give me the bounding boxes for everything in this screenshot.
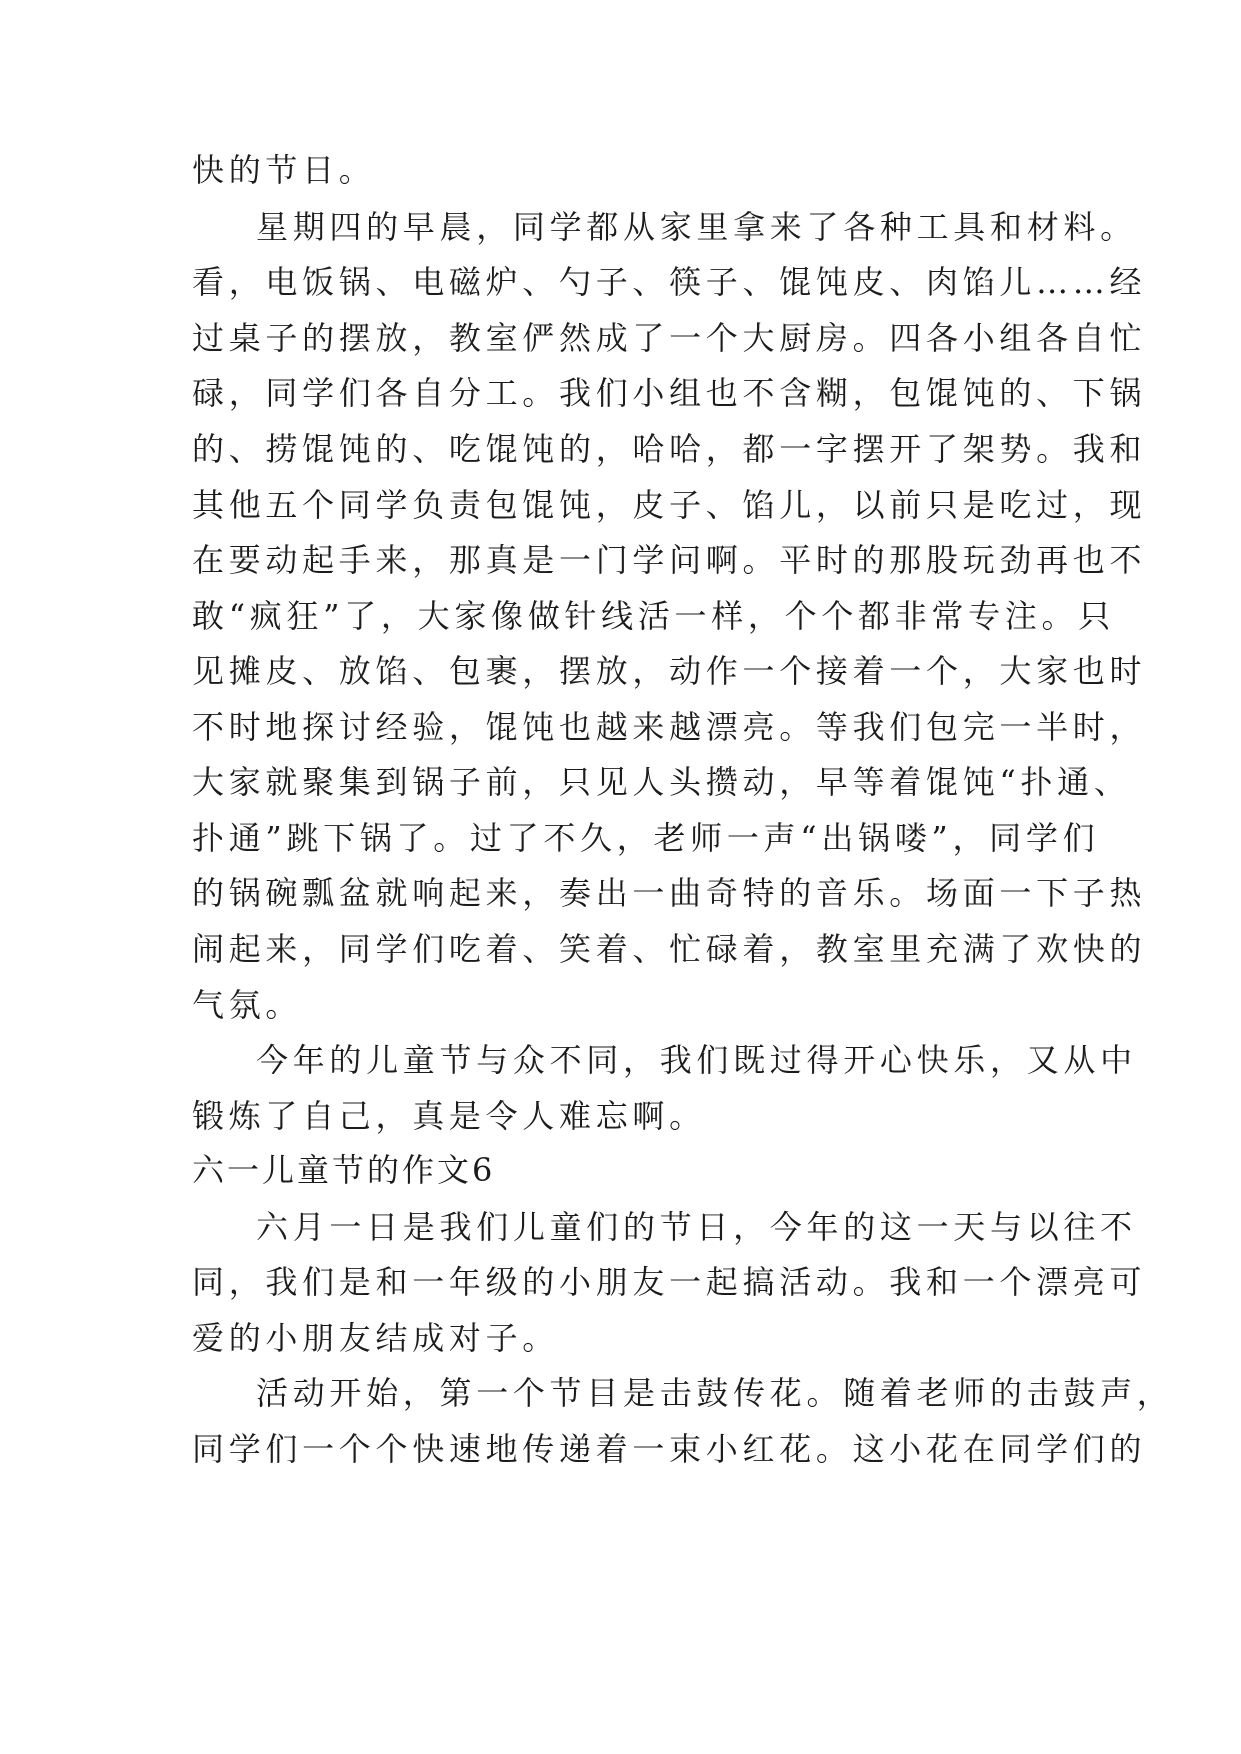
text-line: 在要动起手来，那真是一门学问啊。平时的那股玩劲再也不 [192, 541, 1147, 579]
text-line: 看，电饭锅、电磁炉、勺子、筷子、馄饨皮、肉馅儿……经 [192, 263, 1147, 301]
text-line: 见摊皮、放馅、包裹，摆放，动作一个接着一个，大家也时 [192, 652, 1147, 690]
text-line: 的、捞馄饨的、吃馄饨的，哈哈，都一字摆开了架势。我和 [192, 430, 1147, 468]
text-line: 扑通”跳下锅了。过了不久，老师一声“出锅喽”，同学们 [192, 819, 1100, 857]
text-line: 同学们一个个快速地传递着一束小红花。这小花在同学们的 [192, 1430, 1147, 1468]
text-line: 快的节日。 [192, 151, 376, 189]
text-line: 敢“疯狂”了，大家像做针线活一样，个个都非常专注。只 [192, 597, 1115, 635]
text-line: 其他五个同学负责包馄饨，皮子、馅儿，以前只是吃过，现 [192, 486, 1147, 524]
paragraph-first-line: 活动开始，第一个节目是击鼓传花。随着老师的击鼓声， [256, 1374, 1174, 1412]
paragraph-first-line: 今年的儿童节与众不同，我们既过得开心快乐，又从中 [256, 1041, 1137, 1079]
text-line: 碌，同学们各自分工。我们小组也不含糊，包馄饨的、下锅 [192, 374, 1147, 412]
text-line: 不时地探讨经验，馄饨也越来越漂亮。等我们包完一半时， [192, 708, 1147, 746]
text-line: 爱的小朋友结成对子。 [192, 1319, 560, 1357]
paragraph-first-line: 星期四的早晨，同学都从家里拿来了各种工具和材料。 [256, 208, 1137, 246]
section-heading: 六一儿童节的作文6 [192, 1151, 496, 1189]
text-line: 同，我们是和一年级的小朋友一起搞活动。我和一个漂亮可 [192, 1263, 1147, 1301]
text-line: 的锅碗瓢盆就响起来，奏出一曲奇特的音乐。场面一下子热 [192, 874, 1147, 912]
text-line: 过桌子的摆放，教室俨然成了一个大厨房。四各小组各自忙 [192, 319, 1147, 357]
text-line: 闹起来，同学们吃着、笑着、忙碌着，教室里充满了欢快的 [192, 930, 1147, 968]
text-line: 锻炼了自己，真是令人难忘啊。 [192, 1097, 706, 1135]
text-line: 气氛。 [192, 986, 303, 1024]
paragraph-first-line: 六月一日是我们儿童们的节日，今年的这一天与以往不 [256, 1208, 1137, 1246]
text-line: 大家就聚集到锅子前，只见人头攒动，早等着馄饨“扑通、 [192, 763, 1131, 801]
